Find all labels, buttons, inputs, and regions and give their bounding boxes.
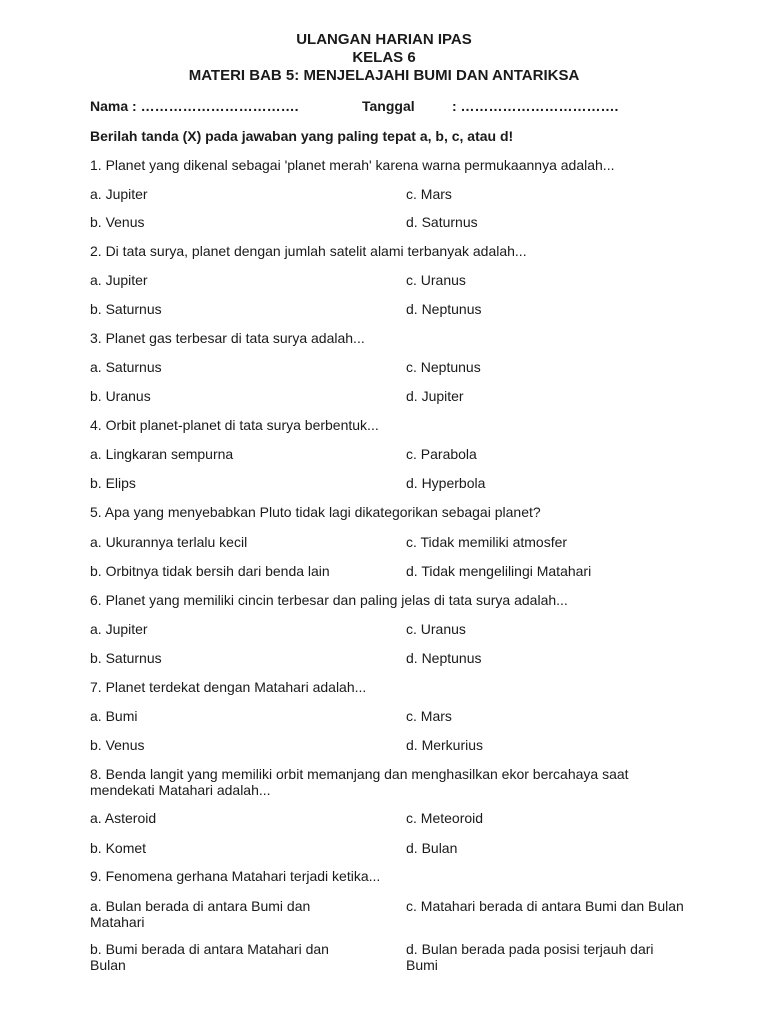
q3-option-c[interactable]: c. Neptunus [406,359,481,375]
date-field[interactable]: : ……………………………. [452,98,619,114]
q5-option-c[interactable]: c. Tidak memiliki atmosfer [406,534,568,550]
q6-option-a[interactable]: a. Jupiter [90,621,148,637]
worksheet-header [0,31,768,85]
q5-option-b[interactable]: b. Orbitnya tidak bersih dari benda lain [90,563,330,579]
date-label: Tanggal [362,98,415,114]
q6-option-c[interactable]: c. Uranus [406,621,466,637]
q2-option-c[interactable]: c. Uranus [406,272,466,288]
q3-option-d[interactable]: d. Jupiter [406,388,464,404]
q4-option-c[interactable]: c. Parabola [406,446,477,462]
q8-option-a[interactable]: a. Asteroid [90,810,157,826]
instruction-text: Berilah tanda (X) pada jawaban yang paling tepat a, b, c, atau d! [90,128,514,144]
question-4: 4. Orbit planet-planet di tata surya berbentuk... [90,417,379,433]
question-9: 9. Fenomena gerhana Matahari terjadi ketika... [90,868,381,884]
question-7: 7. Planet terdekat dengan Matahari adalah... [90,679,367,695]
question-2: 2. Di tata surya, planet dengan jumlah satelit alami terbanyak adalah... [90,243,527,259]
q7-option-b[interactable]: b. Venus [90,737,145,753]
q9-option-d[interactable]: d. Bulan berada pada posisi terjauh dari Bumi [406,941,654,973]
question-6: 6. Planet yang memiliki cincin terbesar dan paling jelas di tata surya adalah... [90,592,568,608]
q1-option-d[interactable]: d. Saturnus [406,214,478,230]
q4-option-a[interactable]: a. Lingkaran sempurna [90,446,234,462]
q2-option-d[interactable]: d. Neptunus [406,301,482,317]
q3-option-b[interactable]: b. Uranus [90,388,151,404]
q7-option-c[interactable]: c. Mars [406,708,452,724]
class-level: KELAS 6 [352,49,416,66]
q5-option-d[interactable]: d. Tidak mengelilingi Matahari [406,563,592,579]
q5-option-a[interactable]: a. Ukurannya terlalu kecil [90,534,248,550]
q9-option-b[interactable]: b. Bumi berada di antara Matahari dan Bulan [90,941,329,973]
q8-option-d[interactable]: d. Bulan [406,840,458,856]
q9-option-a[interactable]: a. Bulan berada di antara Bumi dan Matahari [90,898,311,930]
chapter-title: MATERI BAB 5: MENJELAJAHI BUMI DAN ANTARIKSA [188,67,580,84]
q2-option-a[interactable]: a. Jupiter [90,272,148,288]
q7-option-d[interactable]: d. Merkurius [406,737,484,753]
question-8: 8. Benda langit yang memiliki orbit memanjang dan menghasilkan ekor bercahaya saat mendekati Matahari adalah... [90,766,629,798]
question-1: 1. Planet yang dikenal sebagai 'planet merah' karena warna permukaannya adalah... [90,157,615,173]
q8-option-b[interactable]: b. Komet [90,840,147,856]
q6-option-b[interactable]: b. Saturnus [90,650,162,666]
q1-option-c[interactable]: c. Mars [406,186,452,202]
name-field[interactable]: Nama : ……………………………. [90,98,299,114]
q4-option-d[interactable]: d. Hyperbola [406,475,486,491]
q1-option-b[interactable]: b. Venus [90,214,145,230]
q4-option-b[interactable]: b. Elips [90,475,136,491]
q7-option-a[interactable]: a. Bumi [90,708,138,724]
question-5: 5. Apa yang menyebabkan Pluto tidak lagi dikategorikan sebagai planet? [90,504,541,520]
question-3: 3. Planet gas terbesar di tata surya adalah... [90,330,365,346]
q9-option-c[interactable]: c. Matahari berada di antara Bumi dan Bulan [406,898,684,914]
q6-option-d[interactable]: d. Neptunus [406,650,482,666]
q1-option-a[interactable]: a. Jupiter [90,186,148,202]
q2-option-b[interactable]: b. Saturnus [90,301,162,317]
exam-title: ULANGAN HARIAN IPAS [296,31,472,48]
q3-option-a[interactable]: a. Saturnus [90,359,162,375]
q8-option-c[interactable]: c. Meteoroid [406,810,484,826]
